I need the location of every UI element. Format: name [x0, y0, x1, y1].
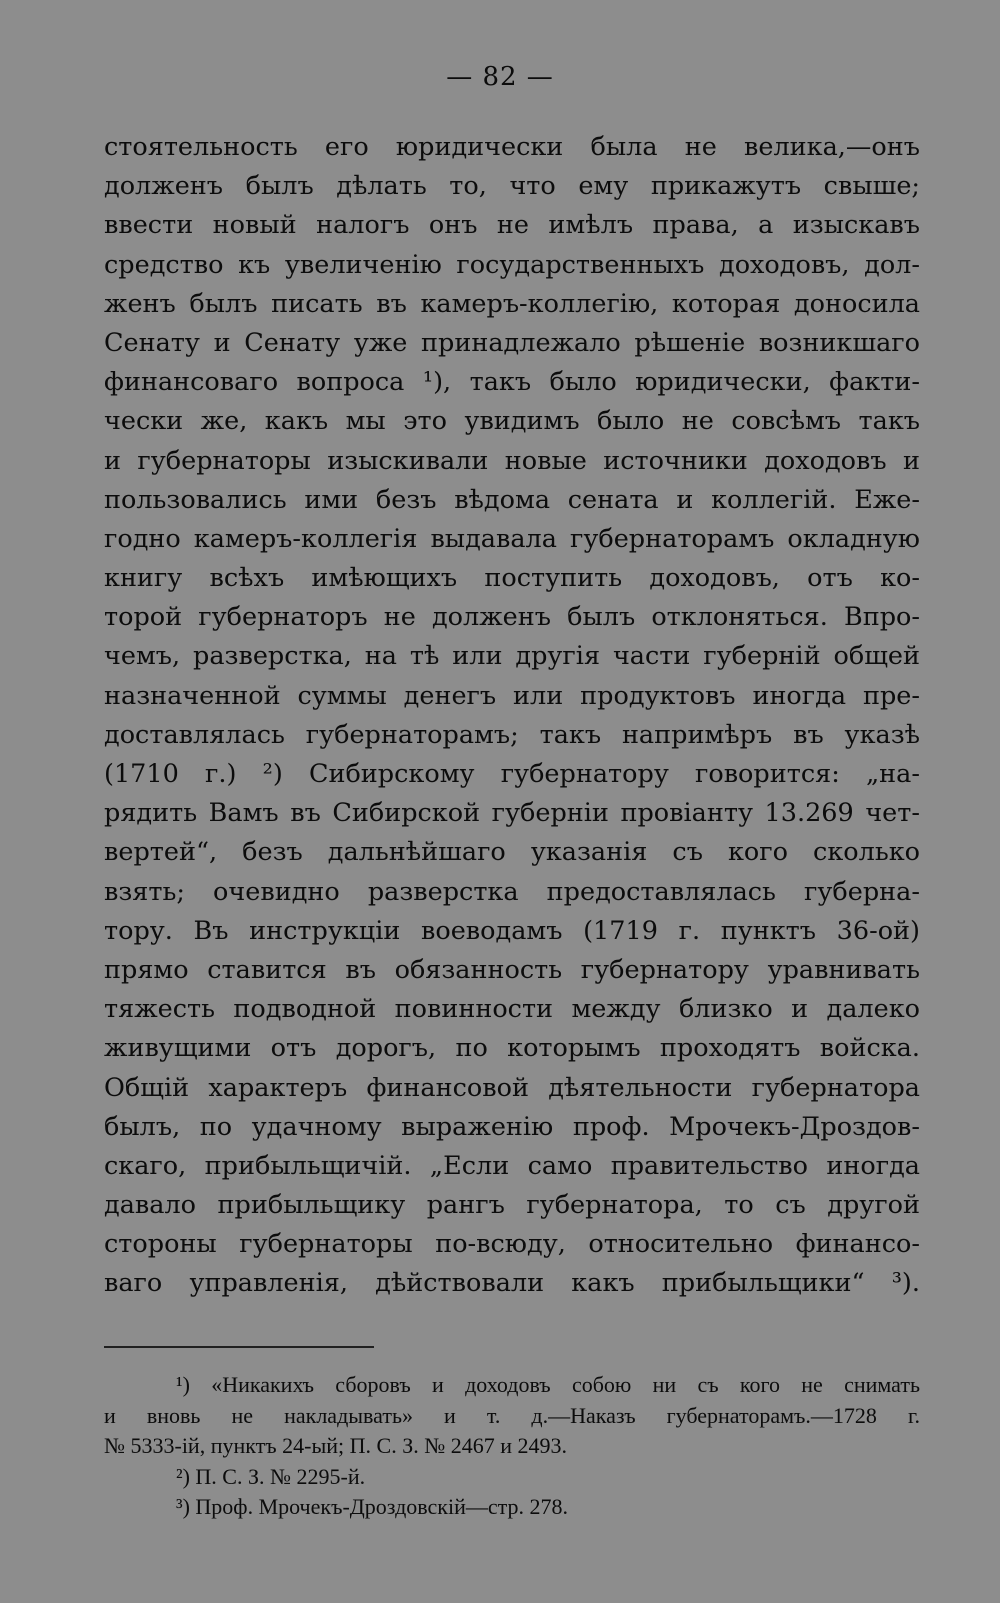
text-line: давало прибыльщику рангъ губернатора, то съ другой	[104, 1190, 920, 1221]
text-line: Общій характеръ финансовой дѣятельности губернатора	[104, 1072, 920, 1103]
text-line: скаго, прибыльщичій. „Если само правительство иногда	[104, 1150, 920, 1181]
footnote-separator	[104, 1346, 374, 1348]
text-line: чески же, какъ мы это увидимъ было не совсѣмъ такъ	[104, 406, 920, 437]
text-line: стороны губернаторы по-всюду, относительно финансо-	[104, 1229, 920, 1260]
footnote-line: ¹) «Никакихъ сборовъ и доходовъ собою ни съ кого не снимать	[176, 1372, 920, 1397]
page-number: — 82 —	[446, 62, 554, 92]
text-line: ваго управленія, дѣйствовали какъ прибыльщики“ ³).	[104, 1268, 920, 1299]
text-line: прямо ставится въ обязанность губернатору уравнивать	[104, 954, 920, 985]
footnote-line: ³) Проф. Мрочекъ-Дроздовскій—стр. 278.	[176, 1494, 569, 1519]
text-line: назначенной суммы денегъ или продуктовъ иногда пре-	[104, 680, 920, 711]
text-line: (1710 г.) ²) Сибирскому губернатору говорится: „на-	[104, 759, 920, 789]
text-line: Сенату и Сенату уже принадлежало рѣшеніе возникшаго	[104, 327, 920, 358]
text-line: живущими отъ дорогъ, по которымъ проходятъ войска.	[104, 1033, 920, 1064]
text-line: былъ, по удачному выраженію проф. Мрочекъ-Дроздов-	[104, 1111, 920, 1142]
text-line: книгу всѣхъ имѣющихъ поступить доходовъ, отъ ко-	[104, 563, 920, 594]
text-line: годно камеръ-коллегія выдавала губернаторамъ окладную	[104, 523, 920, 554]
text-line: женъ былъ писать въ камеръ-коллегію, которая доносила	[104, 288, 920, 319]
text-line: средство къ увеличенію государственныхъ доходовъ, дол-	[104, 249, 920, 280]
text-line: пользовались ими безъ вѣдома сената и коллегій. Еже-	[104, 484, 920, 515]
text-line: стоятельность его юридически была не велика,—онъ	[104, 132, 920, 162]
text-line: тору. Въ инструкціи воеводамъ (1719 г. пунктъ 36-ой)	[104, 915, 920, 946]
text-line: долженъ былъ дѣлать то, что ему прикажутъ свыше;	[104, 171, 920, 202]
text-line: финансоваго вопроса ¹), такъ было юридически, факти-	[104, 367, 920, 398]
text-line: взять; очевидно разверстка предоставлялась губерна-	[104, 876, 920, 907]
footnote-line: ²) П. С. З. № 2295-й.	[176, 1463, 366, 1489]
footnotes	[104, 1370, 920, 1523]
text-line: вертей“, безъ дальнѣйшаго указанія съ кого сколько	[104, 837, 920, 868]
text-line: рядить Вамъ въ Сибирской губерніи провіанту 13.269 чет-	[104, 798, 920, 829]
text-line: доставлялась губернаторамъ; такъ напримѣръ въ указѣ	[104, 719, 920, 750]
text-line: и губернаторы изыскивали новые источники доходовъ и	[104, 445, 920, 476]
footnote-line: № 5333-ій, пунктъ 24-ый; П. С. З. № 2467 и 2493.	[104, 1433, 567, 1458]
text-line: чемъ, разверстка, на тѣ или другія части губерній общей	[104, 641, 920, 672]
text-line: тяжесть подводной повинности между близко и далеко	[104, 994, 920, 1025]
text-line: торой губернаторъ не долженъ былъ отклоняться. Впро-	[104, 602, 920, 633]
text-line: ввести новый налогъ онъ не имѣлъ права, а изыскавъ	[104, 210, 920, 241]
footnote-line: и вновь не накладывать» и т. д.—Наказъ губернаторамъ.—1728 г.	[104, 1402, 920, 1428]
body-text	[104, 128, 920, 1304]
